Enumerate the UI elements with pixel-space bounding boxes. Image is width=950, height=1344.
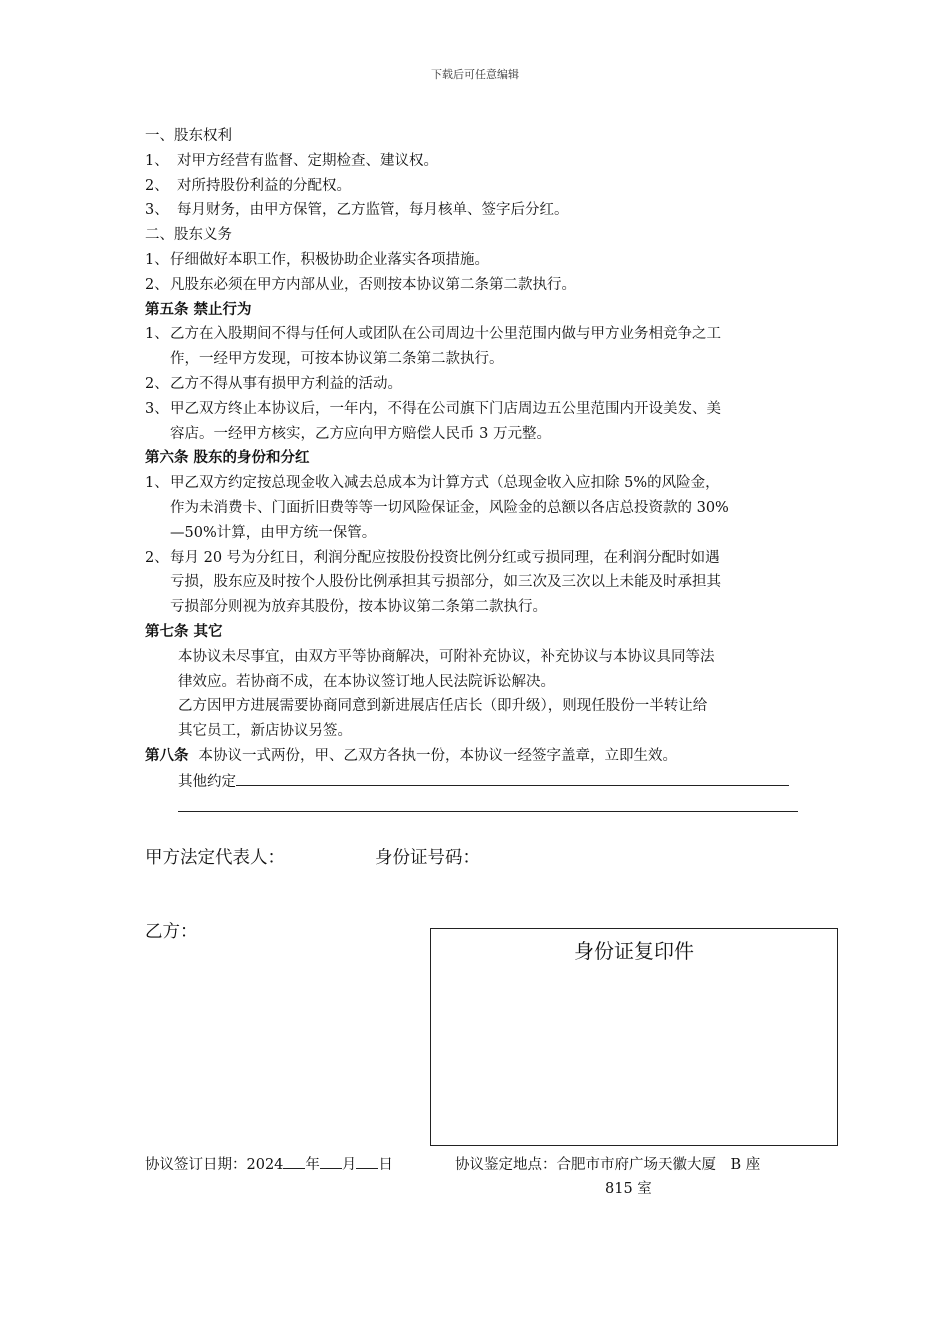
- day-blank[interactable]: [356, 1154, 378, 1169]
- signing-place-room: 815 室: [605, 1181, 652, 1197]
- party-a-representative-label: 甲方法定代表人：: [145, 848, 285, 868]
- other-agreement-line: [145, 769, 815, 795]
- article-8-title: 第八条: [145, 746, 189, 764]
- list-item: 1、 甲乙双方约定按总现金收入减去总成本为计算方式（总现金收入应扣除 5%的风险金， 作为未消费卡、门面折旧费等等一切风险保证金，风险金的总额以各店总投资款的 30% —50%计算，由甲方统一保管。: [145, 475, 729, 541]
- other-agreement-blank[interactable]: [236, 769, 789, 786]
- signing-date: 协议签订日期：2024 年 月 日: [145, 1153, 393, 1177]
- article-5-title: 第五条 禁止行为: [145, 300, 252, 318]
- agreement-body: [145, 124, 815, 820]
- list-item: 1、 仔细做好本职工作，积极协助企业落实各项措施。: [145, 251, 489, 268]
- section-rights-title: 一、股东权利: [145, 128, 232, 144]
- other-agreement-label: 其他约定: [178, 773, 236, 790]
- article-6-title: 第六条 股东的身份和分红: [145, 449, 310, 467]
- article-7-title: 第七条 其它: [145, 622, 223, 640]
- section-duties-title: 二、股东义务: [145, 227, 232, 244]
- list-item: 1、 对甲方经营有监督、定期检查、建议权。: [145, 152, 438, 169]
- year-blank[interactable]: [283, 1154, 305, 1169]
- month-blank[interactable]: [320, 1154, 342, 1169]
- list-item: 2、 凡股东必须在甲方内部从业，否则按本协议第二条第二款执行。: [145, 276, 576, 293]
- article-7-paragraph-2-cont: 其它员工，新店协议另签。: [178, 723, 352, 740]
- list-item: 3、 甲乙双方终止本协议后，一年内，不得在公司旗下门店周边五公里范围内开设美发、美 容店。一经甲方核实，乙方应向甲方赔偿人民币 3 万元整。: [145, 400, 721, 442]
- article-8-text: 本协议一式两份，甲、乙双方各执一份，本协议一经签字盖章，立即生效。: [198, 747, 677, 764]
- list-item: 2、 每月 20 号为分红日，利润分配应按股份投资比例分红或亏损同理，在利润分配时如遇 亏损，股东应及时按个人股份比例承担其亏损部分，如三次及三次以上未能及时承担其 亏损部分则视为放弃其股份，按本协议第二条第二款执行。: [145, 549, 721, 616]
- article-7-paragraph-1-cont: 律效应。若协商不成，在本协议签订地人民法院诉讼解决。: [178, 673, 555, 690]
- list-item: 2、 乙方不得从事有损甲方利益的活动。: [145, 375, 402, 392]
- other-agreement-blank[interactable]: [178, 795, 798, 812]
- signing-place: 协议鉴定地点：合肥市市府广场天徽大厦 B 座: [455, 1157, 761, 1173]
- list-item: 1、 乙方在入股期间不得与任何人或团队在公司周边十公里范围内做与甲方业务相竞争之工 作，一经甲方发现，可按本协议第二条第二款执行。: [145, 326, 721, 368]
- id-number-label: 身份证号码：: [375, 848, 480, 868]
- party-b-label: 乙方：: [145, 922, 198, 942]
- other-agreement-line-2: [145, 795, 815, 821]
- id-copy-label: 身份证复印件: [574, 939, 694, 963]
- article-7-paragraph-1: 本协议未尽事宜，由双方平等协商解决，可附补充协议，补充协议与本协议具同等法: [178, 648, 715, 665]
- list-item: 2、 对所持股份利益的分配权。: [145, 177, 351, 194]
- article-7-paragraph-2: 乙方因甲方进展需要协商同意到新进展店任店长（即升级），则现任股份一半转让给: [178, 698, 708, 715]
- article-8: [145, 744, 815, 769]
- header-note: 下载后可任意编辑: [431, 68, 519, 81]
- id-copy-box: [430, 928, 838, 1146]
- list-item: 3、 每月财务，由甲方保管，乙方监管，每月核单、签字后分红。: [145, 202, 569, 219]
